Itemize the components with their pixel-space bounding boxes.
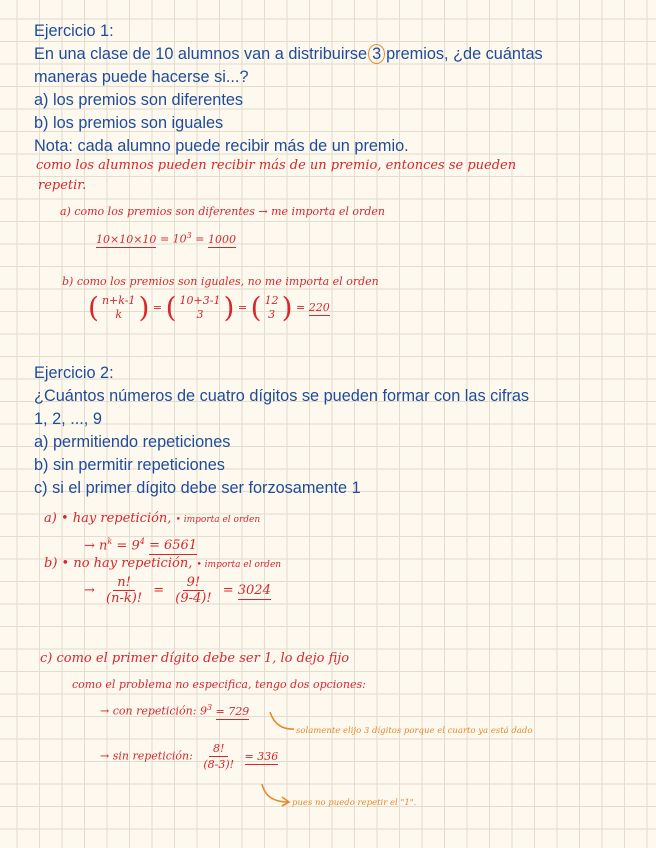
hw2-part-c-con-note: solamente elijo 3 dígitos porque el cuarto ya está dado: [296, 726, 533, 736]
exercise-1-note: Nota: cada alumno puede recibir más de un premio.: [34, 137, 409, 155]
hw2-part-c-con-label: con repetición:: [112, 704, 197, 718]
hw2-part-b-eq-2: =: [222, 583, 234, 598]
exercise-1-line-1: [34, 43, 543, 66]
fraction-sin-repeticion: [199, 741, 238, 772]
binomial-substituted-top: 10+3-1: [179, 294, 221, 307]
hw2-part-a: [44, 511, 260, 528]
hw1-part-b-eq-3: =: [296, 301, 306, 314]
fraction-substituted-den: (9-4)!: [175, 591, 212, 606]
sin-note-arrowhead-icon: [282, 797, 289, 806]
exercise-1-line-2: maneras puede hacerse si...?: [34, 68, 249, 86]
hw1-part-b-eq-2: =: [237, 301, 248, 314]
hw2-part-a-power: = 9: [116, 538, 140, 554]
hw2-part-a-note: • importa el orden: [175, 515, 261, 525]
fraction-substituted-num: 9!: [183, 575, 205, 591]
exercise-2-line-2: 1, 2, ..., 9: [34, 410, 102, 428]
exercise-2-option-c: c) si el primer dígito debe ser forzosamente 1: [34, 479, 361, 497]
sin-note-connector-icon: [262, 784, 288, 802]
binomial-general-top: n+k-1: [101, 294, 136, 307]
hw2-part-b-result: 3024: [237, 583, 271, 598]
hw1-intro-line-2: repetir.: [38, 178, 87, 193]
hw1-part-a-product: 10×10×10: [96, 232, 157, 246]
binomial-simplified-top: 12: [264, 294, 279, 307]
binomial-simplified: ( 12 3 ): [250, 291, 293, 324]
hw2-part-a-formula-exp: k: [107, 537, 113, 546]
arrow-right-icon: →: [84, 538, 95, 554]
hw2-part-a-power-exp: 4: [139, 537, 145, 546]
con-note-connector-icon: [270, 712, 294, 729]
binomial-substituted: ( 10+3-1 3 ): [165, 291, 235, 324]
fraction-sin-num: 8!: [209, 741, 228, 757]
exercise-2-option-b: b) sin permitir repeticiones: [34, 456, 225, 474]
hw2-part-a-label: a) • hay repetición,: [44, 511, 172, 526]
hw2-part-a-result: = 6561: [148, 538, 198, 554]
hw2-part-c-con-exp: 3: [206, 703, 213, 712]
exercise-1-line-1-start: En una clase de 10 alumnos van a distribuirse: [34, 45, 368, 63]
hw2-part-b-eq-1: =: [153, 583, 165, 598]
binomial-simplified-bottom: 3: [268, 308, 276, 321]
hw2-part-c-con-base: 9: [199, 704, 207, 718]
exercise-1-option-b: b) los premios son iguales: [34, 114, 224, 132]
exercise-1-statement: [34, 20, 543, 158]
exercise-1-option-a: a) los premios son diferentes: [34, 91, 244, 109]
hw2-part-c-label: c) como el primer dígito debe ser 1, lo dejo fijo: [40, 651, 350, 666]
hw1-part-b-calc: [88, 293, 330, 323]
exercise-2-title: Ejercicio 2:: [34, 364, 114, 382]
binomial-substituted-bottom: 3: [196, 308, 204, 321]
hw1-part-a-power: = 10: [159, 232, 187, 246]
hw1-part-a-result: 1000: [207, 232, 236, 246]
hw2-part-b: [44, 556, 281, 573]
fraction-general: [102, 575, 146, 606]
arrow-right-icon: →: [100, 749, 110, 763]
hw1-part-b-result: 220: [308, 301, 330, 314]
circled-number: 3: [368, 44, 385, 64]
fraction-substituted: [171, 575, 215, 606]
hw1-part-a-calc: [96, 228, 236, 248]
hw1-part-b-eq-1: =: [152, 301, 163, 314]
exercise-2-option-a: a) permitiendo repeticiones: [34, 433, 231, 451]
hw2-part-c-sin-note: pues no puedo repetir el "1".: [292, 798, 417, 808]
hw2-part-b-calc: [84, 575, 271, 606]
hw2-part-b-label: b) • no hay repetición,: [44, 556, 193, 571]
fraction-general-den: (n-k)!: [106, 591, 143, 606]
hw2-part-b-note: • importa el orden: [196, 560, 282, 570]
hw2-part-c-sin: [100, 741, 278, 772]
binomial-general-bottom: k: [115, 308, 123, 321]
fraction-general-num: n!: [113, 575, 135, 591]
hw1-part-a-exponent: 3: [186, 231, 192, 240]
hw2-part-a-formula: n: [99, 538, 108, 554]
hw2-part-c-con: [100, 700, 249, 720]
hw1-intro-line-1: como los alumnos pueden recibir más de un premio, entonces se pueden: [36, 158, 517, 173]
exercise-2-statement: [34, 362, 529, 500]
fraction-sin-den: (8-3)!: [203, 758, 235, 771]
hw2-part-c-sin-result: = 336: [244, 749, 279, 763]
hw1-part-a-tail: me importa el orden: [271, 205, 385, 218]
hw2-part-c-con-result: = 729: [215, 704, 250, 718]
hw1-part-a-equals: =: [195, 232, 205, 246]
exercise-2-line-1: ¿Cuántos números de cuatro dígitos se pueden formar con las cifras: [34, 387, 530, 405]
hw1-part-a-label: a) como los premios son diferentes: [60, 205, 255, 218]
hw2-part-c-line-2: como el problema no especifica, tengo dos opciones:: [72, 678, 366, 691]
arrow-right-icon: →: [84, 583, 95, 598]
arrow-right-icon: →: [100, 704, 110, 718]
binomial-general: ( n+k-1 k ): [88, 291, 150, 324]
arrow-right-icon: →: [258, 205, 268, 218]
hw1-part-a: [60, 204, 385, 220]
hw2-part-a-calc: [84, 534, 197, 554]
exercise-1-title: Ejercicio 1:: [34, 22, 114, 40]
exercise-1-line-1-end: premios, ¿de cuántas: [386, 45, 543, 63]
hw1-part-b-label: b) como los premios son iguales, no me importa el orden: [62, 275, 379, 288]
hw2-part-c-sin-label: sin repetición:: [112, 749, 193, 763]
